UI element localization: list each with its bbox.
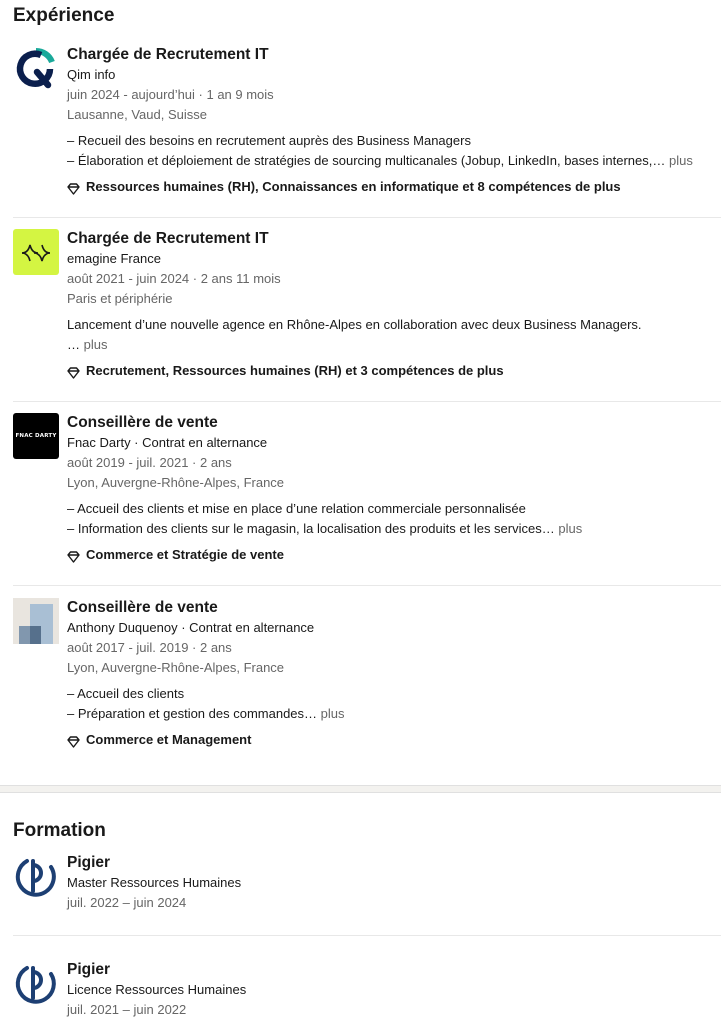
skills-summary[interactable]: Commerce et Management [67,730,711,750]
divider [13,935,721,936]
job-location: Lausanne, Vaud, Suisse [67,107,207,122]
see-more-link[interactable]: plus [558,521,583,536]
fnac-darty-logo-text: FNAC DARTY [15,433,57,439]
education-dates: juil. 2022 – juin 2024 [67,895,187,910]
job-description-line: … plus [67,337,108,352]
education-section [0,793,721,1024]
job-description-line: – Élaboration et déploiement de stratégies de sourcing multicanales (Jobup, LinkedIn, bases internes,… plus [67,153,693,168]
degree-name: Master Ressources Humaines [67,875,242,890]
education-item[interactable] [0,960,721,1024]
company-name[interactable]: Qim info [67,67,116,82]
education-item[interactable] [0,853,721,923]
degree-name: Licence Ressources Humaines [67,982,247,997]
qim-info-logo[interactable] [13,45,59,91]
experience-item[interactable] [0,45,721,217]
job-description-line: – Préparation et gestion des commandes… plus [67,706,345,721]
divider [13,585,721,586]
experience-heading: Expérience [13,5,115,26]
job-title[interactable]: Chargée de Recrutement IT [67,230,269,247]
pigier-logo[interactable] [13,853,59,899]
see-more-link[interactable]: plus [668,153,693,168]
emagine-logo[interactable] [13,229,59,275]
job-description-line: – Information des clients sur le magasin, la localisation des produits et les services… plus [67,521,583,536]
company-placeholder-logo[interactable] [13,598,59,644]
experience-item[interactable] [0,413,721,585]
company-name[interactable]: emagine France [67,251,161,266]
gem-icon [67,365,80,377]
gem-icon [67,734,80,746]
skills-summary[interactable]: Ressources humaines (RH), Connaissances en informatique et 8 compétences de plus [67,177,711,197]
job-location: Lyon, Auvergne-Rhône-Alpes, France [67,660,285,675]
job-description-line: – Recueil des besoins en recrutement auprès des Business Managers [67,133,471,148]
pigier-logo[interactable] [13,960,59,1006]
school-name[interactable]: Pigier [67,961,111,978]
job-dates: août 2021 - juin 2024 · 2 ans 11 mois [67,271,281,286]
job-dates: juin 2024 - aujourd’hui · 1 an 9 mois [67,87,274,102]
job-dates: août 2019 - juil. 2021 · 2 ans [67,455,232,470]
job-title[interactable]: Conseillère de vente [67,599,218,616]
gem-icon [67,181,80,193]
skills-summary[interactable]: Commerce et Stratégie de vente [67,545,711,565]
see-more-link[interactable]: plus [83,337,108,352]
job-title[interactable]: Conseillère de vente [67,414,218,431]
company-name[interactable]: Anthony Duquenoy · Contrat en alternance [67,620,315,635]
job-description-line: – Accueil des clients [67,686,185,701]
job-description-line: Lancement d’une nouvelle agence en Rhône-Alpes en collaboration avec deux Business Managers. [67,317,642,332]
section-separator [0,785,721,793]
job-title[interactable]: Chargée de Recrutement IT [67,46,269,63]
divider [13,401,721,402]
job-description-line: – Accueil des clients et mise en place d’une relation commerciale personnalisée [67,501,526,516]
gem-icon [67,549,80,561]
job-location: Lyon, Auvergne-Rhône-Alpes, France [67,475,285,490]
divider [13,217,721,218]
fnac-darty-logo[interactable] [13,413,59,459]
education-dates: juil. 2021 – juin 2022 [67,1002,187,1017]
experience-item[interactable] [0,598,721,770]
education-heading: Formation [13,820,106,841]
job-location: Paris et périphérie [67,291,173,306]
company-name[interactable]: Fnac Darty · Contrat en alternance [67,435,268,450]
job-dates: août 2017 - juil. 2019 · 2 ans [67,640,232,655]
experience-item[interactable] [0,229,721,401]
skills-summary[interactable]: Recrutement, Ressources humaines (RH) et 3 compétences de plus [67,361,711,381]
see-more-link[interactable]: plus [320,706,345,721]
school-name[interactable]: Pigier [67,854,111,871]
